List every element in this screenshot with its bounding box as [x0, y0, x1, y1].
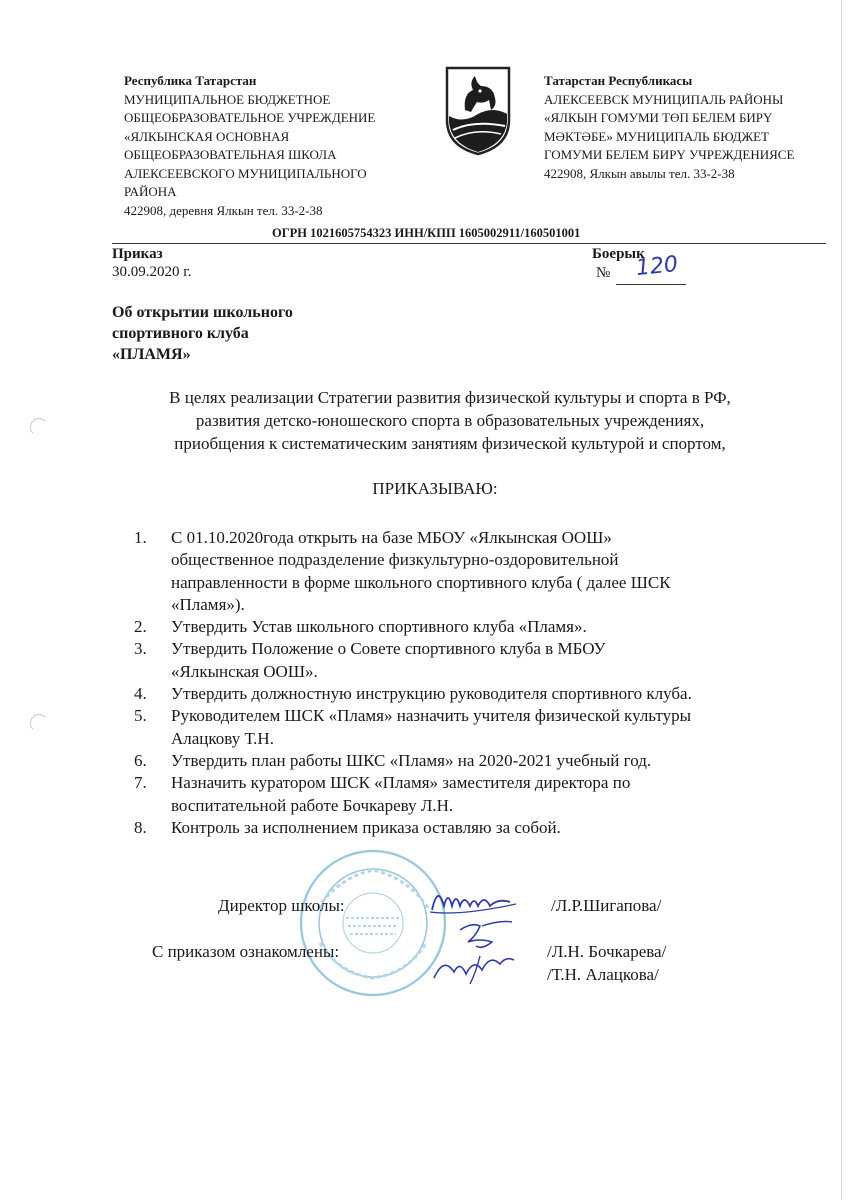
list-item: [134, 817, 692, 839]
header-right-line: МӘКТӘБЕ» МУНИЦИПАЛЬ БЮДЖЕТ: [544, 128, 769, 144]
order-word: ПРИКАЗЫВАЮ:: [372, 479, 498, 498]
preamble-line: развития детско-юношеского спорта в образовательных учреждениях,: [195, 411, 705, 430]
header-left-address: 422908, деревня Ялкын тел. 33-2-38: [124, 202, 323, 218]
item-number: 3.: [134, 639, 147, 659]
header-left-line: АЛЕКСЕЕВСКОГО МУНИЦИПАЛЬНОГО: [124, 165, 367, 181]
acquainted-name: /Л.Н. Бочкарева/: [547, 942, 667, 961]
header-right-address: 422908, Ялкын авылы тел. 33-2-38: [544, 165, 735, 181]
item-number: 7.: [134, 773, 147, 793]
item-number: 8.: [134, 817, 147, 837]
director-label: Директор школы:: [218, 896, 345, 915]
header-right-line: АЛЕКСЕЕВСК МУНИЦИПАЛЬ РАЙОНЫ: [544, 91, 784, 107]
list-item: [134, 750, 692, 772]
list-item: [134, 527, 692, 616]
list-item: [134, 616, 692, 638]
item-number: 1.: [134, 528, 147, 547]
item-line: общественное подразделение физкультурно-оздоровительной: [171, 550, 619, 570]
item-number: 4.: [134, 684, 147, 704]
director-name: /Л.Р.Шигапова/: [551, 896, 662, 915]
header-left-republic: Республика Татарстан: [124, 73, 257, 88]
item-line: Утвердить Положение о Совете спортивного клуба в МБОУ: [171, 639, 606, 659]
item-number: 6.: [134, 750, 147, 770]
list-item: [134, 705, 692, 750]
item-line: направленности в форме школьного спортивного клуба ( далее ШСК: [171, 572, 671, 592]
punch-hole-mark: [30, 418, 48, 436]
item-line: Утвердить должностную инструкцию руководителя спортивного клуба.: [171, 684, 692, 704]
order-label-ru: Приказ: [112, 246, 163, 262]
document-title: [112, 302, 293, 365]
order-items-list: [134, 527, 692, 839]
header-right: [544, 72, 794, 183]
acquainted-name: /Т.Н. Алацкова/: [547, 965, 659, 984]
preamble-line: В целях реализации Стратегии развития физической культуры и спорта в РФ,: [169, 388, 731, 407]
header-left-line: «ЯЛКЫНСКАЯ ОСНОВНАЯ: [124, 128, 290, 144]
page-edge: [841, 0, 842, 1200]
list-item: [134, 683, 692, 705]
item-line: Утвердить Устав школьного спортивного клуба «Пламя».: [171, 617, 587, 637]
acquainted-label: С приказом ознакомлены:: [152, 942, 340, 961]
order-number-handwritten: 120: [634, 251, 680, 282]
item-line: Алацкову Т.Н.: [171, 728, 274, 748]
order-label-tt: Боерык: [592, 246, 645, 262]
preamble-line: приобщения к систематическим занятиям физической культурой и спортом,: [174, 434, 726, 453]
item-line: «Ялкынская ООШ».: [171, 661, 318, 681]
list-item: [134, 772, 692, 817]
title-line: спортивного клуба: [112, 325, 249, 342]
header-divider: [112, 243, 826, 244]
header-left-line: ОБЩЕОБРАЗОВАТЕЛЬНОЕ УЧРЕЖДЕНИЕ: [124, 110, 376, 125]
header-right-line: «ЯЛКЫН ГОМУМИ ТӨП БЕЛЕМ БИРҮ: [544, 110, 773, 125]
order-number-underline: [616, 284, 686, 285]
punch-hole-mark: [30, 714, 48, 732]
list-item: [134, 638, 692, 683]
item-number: 5.: [134, 706, 147, 726]
header-left-line: МУНИЦИПАЛЬНОЕ БЮДЖЕТНОЕ: [124, 91, 331, 107]
item-line: Руководителем ШСК «Пламя» назначить учителя физической культуры: [171, 706, 692, 726]
header-left: [124, 72, 375, 220]
item-number: 2.: [134, 617, 147, 637]
title-line: Об открытии школьного: [112, 304, 293, 321]
item-line: воспитательной работе Бочкареву Л.Н.: [171, 795, 454, 815]
handwritten-signatures: [420, 876, 550, 988]
ogrn-line: ОГРН 1021605754323 ИНН/КПП 1605002911/160501001: [272, 226, 581, 240]
header-right-republic: Татарстан Республикасы: [544, 73, 693, 88]
item-line: Утвердить план работы ШКС «Пламя» на 2020-2021 учебный год.: [171, 750, 652, 770]
preamble: [100, 386, 800, 455]
item-line: Назначить куратором ШСК «Пламя» заместителя директора по: [171, 773, 631, 793]
order-date: 30.09.2020 г.: [112, 264, 192, 280]
order-number-sign: №: [596, 265, 611, 281]
header-left-line: ОБЩЕОБРАЗОВАТЕЛЬНАЯ ШКОЛА: [124, 147, 337, 162]
item-line: «Пламя»).: [171, 594, 245, 614]
header-right-line: ГОМУМИ БЕЛЕМ БИРҮ УЧРЕЖДЕНИЯСЕ: [544, 147, 795, 162]
title-line: «ПЛАМЯ»: [112, 346, 191, 363]
item-line: Контроль за исполнением приказа оставляю за собой.: [171, 817, 561, 837]
item-line: С 01.10.2020года открыть на базе МБОУ «Ялкынская ООШ»: [171, 528, 612, 547]
coat-of-arms-emblem: [443, 64, 513, 156]
header-left-line: РАЙОНА: [124, 184, 177, 199]
